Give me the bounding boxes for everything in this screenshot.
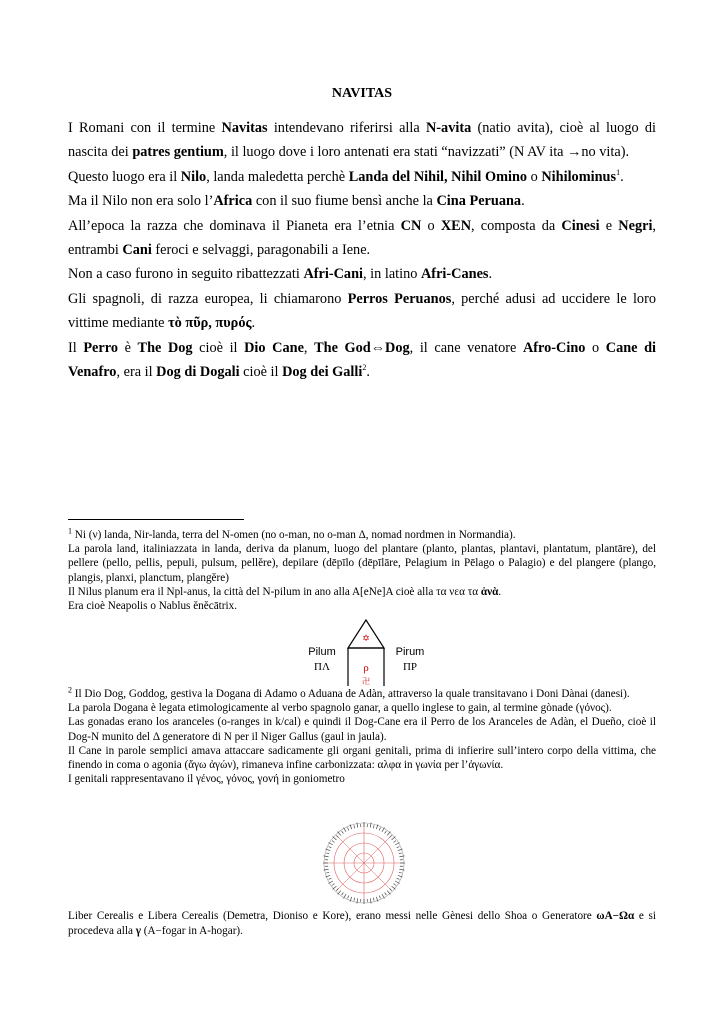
text-run: The God⇔Dog xyxy=(314,339,410,356)
text-run: no vita). xyxy=(581,144,630,161)
footnote-separator xyxy=(68,519,244,520)
text-run: è xyxy=(118,339,138,356)
wheel-tick xyxy=(392,837,396,840)
text-run: , xyxy=(303,339,315,356)
text-run: τὸ πῦρ, πυρός xyxy=(168,315,252,332)
text-run: Cani xyxy=(122,242,152,259)
footnote-line xyxy=(68,701,656,715)
wheel-tick xyxy=(397,878,400,879)
footnote-marker: 1 xyxy=(68,526,72,536)
text-run: (natio avita), cioè al luogo di nascita dei xyxy=(68,120,656,161)
pilum-greek: ΠΛ xyxy=(314,661,330,673)
text-run: Non a caso furono in seguito ribattezzati xyxy=(68,266,304,283)
paragraph xyxy=(68,287,656,336)
text-run: cioè il xyxy=(239,364,283,381)
wheel-tick xyxy=(326,872,329,873)
text-run: Nihilominus xyxy=(541,168,617,185)
footnote-1 xyxy=(68,528,656,613)
text-run: Gli spagnoli, di razza europea, li chiamarono xyxy=(68,290,348,307)
text-run: Landa del Nihil, Nihil Omino xyxy=(348,168,528,185)
text-run: e si procedeva alla xyxy=(68,910,656,937)
footnote-marker: 1 xyxy=(616,168,621,178)
pilum-label: Pilum xyxy=(308,646,336,658)
text-run: Dog dei Galli xyxy=(282,364,363,381)
text-run: τα νεα τα xyxy=(436,585,481,598)
text-run: Cane di Venafro xyxy=(68,339,657,381)
wheel-tick xyxy=(338,891,341,895)
text-run: I genitali rappresentavano il γένος, γόνος, γονή in goniometro xyxy=(68,773,345,786)
text-run: cioè il xyxy=(192,339,245,356)
text-run: Dio Cane xyxy=(244,339,304,356)
wheel-tick xyxy=(397,847,400,848)
wheel-tick xyxy=(336,835,338,837)
wheel-tick xyxy=(354,898,355,901)
text-run: Cinesi xyxy=(561,217,600,234)
wheel-tick xyxy=(393,841,395,843)
wheel-tick xyxy=(373,825,374,828)
footnote-line xyxy=(68,744,656,772)
text-run: o xyxy=(527,168,542,185)
text-run: . xyxy=(488,266,493,283)
text-run: Questo luogo era il xyxy=(68,168,181,185)
text-run: Ni (ν) landa, Nir-landa, terra del N-omen (no o-man, no o-man Δ, nomad nordmen in Normandia). xyxy=(72,529,516,541)
paragraph xyxy=(68,189,656,213)
footnote-line xyxy=(68,599,656,613)
text-run: → xyxy=(567,144,582,161)
text-run: CN xyxy=(400,217,422,234)
text-run: , il cane venatore xyxy=(409,339,523,356)
text-run: . xyxy=(498,585,502,598)
wheel-tick xyxy=(387,832,390,836)
wheel-tick xyxy=(389,888,391,890)
paragraph xyxy=(68,165,656,189)
wheel-tick xyxy=(329,847,332,848)
main-text xyxy=(68,116,656,384)
text-run: , landa maledetta perchè xyxy=(206,168,349,185)
footnote-line xyxy=(68,585,656,599)
text-run: Perro xyxy=(83,339,118,356)
text-run: Dog di Dogali xyxy=(156,364,240,381)
goniometer-wheel-icon xyxy=(316,820,412,906)
wheel-tick xyxy=(336,888,338,890)
text-run: Las gonadas erano los aranceles (o-ranges in k/cal) e quindi il Dog-Cane era il Perro de los Aranceles de Adàn, el Dueño, cioè il Dog-N munito del Δ generatore di N per il Niger Gallus (gaul in jaula). xyxy=(68,716,656,743)
footnote-marker: 2 xyxy=(362,363,367,373)
footnote-line xyxy=(68,772,656,786)
text-run: intendevano riferirsi alla xyxy=(267,120,426,136)
wheel-tick xyxy=(392,886,396,889)
wheel-tick xyxy=(399,872,402,873)
text-run: The Dog xyxy=(137,339,193,356)
text-run: , in latino xyxy=(363,266,421,283)
wheel-tick xyxy=(373,898,374,901)
text-run: , perché adusi ad uccidere le loro vittime mediante xyxy=(68,290,656,332)
text-run: Ma il Nilo non era solo l’ xyxy=(68,193,214,210)
paragraph xyxy=(68,116,656,165)
text-run: Afro-Cino xyxy=(522,339,586,356)
text-run: , entrambi xyxy=(68,217,656,259)
wheel-tick xyxy=(387,891,390,895)
wheel-tick xyxy=(379,828,380,831)
text-run: La parola Dogana è legata etimologicamente al verbo spagnolo ganar, a quello inglese to gain, al termine gònade (γόνος). xyxy=(68,702,612,715)
text-run: Perros Peruanos xyxy=(347,290,452,307)
text-run: Cina Peruana xyxy=(436,193,522,210)
text-run: Afri-Canes xyxy=(420,266,489,283)
text-run: Afri-Cani xyxy=(303,266,363,283)
footnote-line xyxy=(68,715,656,743)
text-run: All’epoca la razza che dominava il Pianeta era l’etnia xyxy=(68,217,401,234)
text-run: γ xyxy=(135,925,141,937)
text-run: La parola land, italiniazzata in landa, deriva da planum, luogo del plantare (planto, plantas, plantavi, plantatum, plantāre), del pellere (pello, pellis, pepuli, pulsum, pellĕre), depilare (dēpīlo (dēpīlāre, Pelagium in Pēlago o Palagio) e del plangere (plango, plangis, planxi, planctum, plangĕre) xyxy=(68,543,656,584)
text-run: XEN xyxy=(440,217,472,234)
wheel-tick xyxy=(379,896,380,899)
paragraph xyxy=(68,214,656,263)
text-run: Il xyxy=(68,339,84,356)
pilum-pirum-diagram xyxy=(286,618,446,688)
text-run: Il Dio Dog, Goddog, gestiva la Dogana di Adamo o Aduana de Adàn, attraverso la quale transitavano i Doni Dànai (danesi). xyxy=(72,688,630,700)
footnote-line xyxy=(68,909,656,939)
wheel-tick xyxy=(342,831,344,833)
pirum-greek: ΠΡ xyxy=(402,661,418,673)
footnote-line xyxy=(68,687,656,701)
wheel-tick xyxy=(333,837,337,840)
footnote-line xyxy=(68,528,656,542)
wheel-tick xyxy=(399,853,402,854)
text-run: ωΑ−Ωα xyxy=(596,910,635,922)
text-run: , il luogo dove i loro antenati era stati “navizzati” (N AV ita xyxy=(223,144,568,161)
text-run: Africa xyxy=(213,193,253,210)
wheel-tick xyxy=(385,831,387,833)
goniometer-drawing xyxy=(323,822,405,904)
text-run: Nilo xyxy=(180,168,207,185)
text-run: N-avita xyxy=(425,120,472,136)
text-run: Liber Cerealis e Libera Cerealis (Demetra, Dioniso e Kore), erano messi nelle Gènesi dello Shoa o Generatore xyxy=(68,910,597,922)
text-run: o xyxy=(421,217,441,234)
text-run: . xyxy=(251,315,256,332)
page-title: NAVITAS xyxy=(331,86,393,101)
text-run: , era il xyxy=(116,364,157,381)
wheel-tick xyxy=(342,892,344,894)
text-run: , composta da xyxy=(471,217,562,234)
paragraph xyxy=(68,336,656,385)
footnote-line xyxy=(68,542,656,585)
text-run: . xyxy=(521,193,525,210)
text-run: Il Cane in parole semplici amava attaccare sadicamente gli organi genitali, prima di infierire sull’intero corpo della vittima, che finendo in coma o agonia (ἄγω ἀγών), rimaneva infine carbonizzata: αλφα in γωνία per l’ἀγωνία. xyxy=(68,744,656,772)
wheel-tick xyxy=(329,878,332,879)
text-run: Era cioè Neapolis o Nablus ĕnĕcātrix. xyxy=(68,600,237,613)
wheel-tick xyxy=(332,884,334,886)
wheel-tick xyxy=(389,835,391,837)
wheel-tick xyxy=(393,884,395,886)
text-run: I Romani con il termine xyxy=(68,120,222,136)
text-run: e xyxy=(599,217,619,234)
wheel-tick xyxy=(326,853,329,854)
text-run: Navitas xyxy=(221,120,268,136)
text-run: (A−fogar in A-hogar). xyxy=(140,925,243,937)
paragraph xyxy=(68,262,656,286)
footnote-2 xyxy=(68,687,656,786)
text-run: o xyxy=(585,339,606,356)
text-run: feroci e selvaggi, paragonabili a Iene. xyxy=(151,242,371,259)
star-of-david-icon: ✡ xyxy=(362,634,370,644)
text-run: Il Nilus planum era il Npl-anus, la città del N-pilum in ano alla A[eNe]A cioè alla xyxy=(68,585,437,598)
swastika-icon: 卍 xyxy=(362,677,370,686)
wheel-tick xyxy=(354,825,355,828)
wheel-tick xyxy=(333,886,337,889)
footnote-marker: 2 xyxy=(68,685,72,695)
closing-note xyxy=(68,909,656,939)
text-run: patres gentium xyxy=(132,144,224,161)
wheel-tick xyxy=(385,892,387,894)
wheel-tick xyxy=(332,841,334,843)
wheel-tick xyxy=(348,896,349,899)
text-run: . xyxy=(620,168,624,185)
wheel-tick xyxy=(338,832,341,836)
wheel-tick xyxy=(348,828,349,831)
rho-symbol: ρ xyxy=(363,662,369,674)
text-run: con il suo fiume bensì anche la xyxy=(252,193,437,210)
text-run: ἀνὰ xyxy=(480,585,499,598)
pirum-label: Pirum xyxy=(395,646,425,658)
text-run: . xyxy=(366,364,370,381)
text-run: Negri xyxy=(618,217,653,234)
